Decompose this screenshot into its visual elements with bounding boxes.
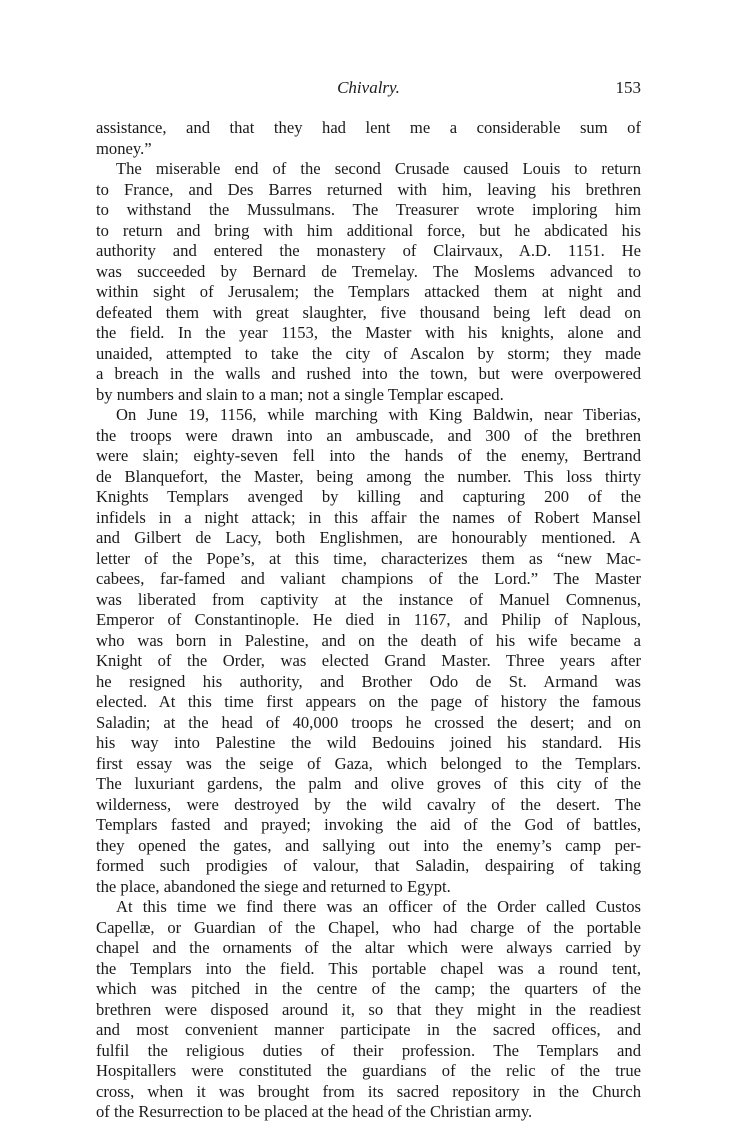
text-line: assistance, and that they had lent me a considerable sum of xyxy=(96,118,641,137)
text-line: who was born in Palestine, and on the death of his wife became a xyxy=(96,630,641,650)
text-line: elected. At this time first appears on the page of history the famous xyxy=(96,692,641,711)
text-line: Templars fasted and prayed; invoking the aid of the God of battles, xyxy=(96,815,641,834)
text-line: Knight of the Order, was elected Grand Master. Three years after xyxy=(96,651,641,670)
text-line: At this time we find there was an officer of the Order called Custos xyxy=(116,897,641,916)
text-line: de Blanquefort, the Master, being among the number. This loss thirty xyxy=(96,466,641,486)
text-line: authority and entered the monastery of Clairvaux, A.D. 1151. He xyxy=(96,241,641,260)
text-line: to return and bring with him additional force, but he abdicated his xyxy=(96,220,641,240)
book-page xyxy=(96,78,641,1123)
text-line: were slain; eighty-seven fell into the hands of the enemy, Bertrand xyxy=(96,446,641,465)
text-line: The luxuriant gardens, the palm and olive groves of this city of the xyxy=(96,774,641,793)
text-line: The miserable end of the second Crusade caused Louis to return xyxy=(116,159,641,178)
text-line: of the Resurrection to be placed at the head of the Christian army. xyxy=(96,1102,533,1121)
text-line: formed such prodigies of valour, that Saladin, despairing of taking xyxy=(96,856,641,875)
text-line: fulfil the religious duties of their profession. The Templars and xyxy=(96,1040,641,1060)
text-line: Knights Templars avenged by killing and capturing 200 of the xyxy=(96,487,641,506)
text-line: he resigned his authority, and Brother Odo de St. Armand was xyxy=(96,671,641,691)
text-line: brethren were disposed around it, so that they might in the readiest xyxy=(96,999,641,1019)
text-line: and most convenient manner participate in the sacred offices, and xyxy=(96,1020,641,1039)
text-line: within sight of Jerusalem; the Templars attacked them at night and xyxy=(96,282,641,301)
text-line: cross, when it was brought from its sacred repository in the Church xyxy=(96,1081,641,1101)
text-line: the Templars into the field. This portable chapel was a round tent, xyxy=(96,958,641,978)
text-line: infidels in a night attack; in this affair the names of Robert Mansel xyxy=(96,507,641,527)
text-line: to withstand the Mussulmans. The Treasurer wrote imploring him xyxy=(96,200,641,219)
text-line: Hospitallers were constituted the guardians of the relic of the true xyxy=(96,1061,641,1080)
text-line: Saladin; at the head of 40,000 troops he crossed the desert; and on xyxy=(96,712,641,732)
text-line: was succeeded by Bernard de Tremelay. The Moslems advanced to xyxy=(96,261,641,281)
text-line: the field. In the year 1153, the Master with his knights, alone and xyxy=(96,323,641,342)
text-line: was liberated from captivity at the instance of Manuel Comnenus, xyxy=(96,589,641,609)
page-number: 153 xyxy=(615,78,641,97)
text-line: Emperor of Constantinople. He died in 1167, and Philip of Naplous, xyxy=(96,610,641,629)
text-line: by numbers and slain to a man; not a single Templar escaped. xyxy=(96,384,504,404)
running-title: Chivalry. xyxy=(337,78,400,97)
page-header xyxy=(96,78,641,102)
text-line: first essay was the seige of Gaza, which belonged to the Templars. xyxy=(96,753,641,773)
text-line: wilderness, were destroyed by the wild cavalry of the desert. The xyxy=(96,794,641,814)
text-line: the troops were drawn into an ambuscade, and 300 of the brethren xyxy=(96,425,641,445)
text-line: chapel and the ornaments of the altar which were always carried by xyxy=(96,938,641,957)
text-line: defeated them with great slaughter, five thousand being left dead on xyxy=(96,302,641,322)
text-line: they opened the gates, and sallying out into the enemy’s camp per- xyxy=(96,835,641,855)
text-line: his way into Palestine the wild Bedouins joined his standard. His xyxy=(96,733,641,752)
text-line: and Gilbert de Lacy, both Englishmen, are honourably mentioned. A xyxy=(96,528,641,547)
text-line: letter of the Pope’s, at this time, characterizes them as “new Mac- xyxy=(96,548,641,568)
text-line: unaided, attempted to take the city of Ascalon by storm; they made xyxy=(96,343,641,363)
text-line: cabees, far-famed and valiant champions of the Lord.” The Master xyxy=(96,569,641,588)
text-line: Capellæ, or Guardian of the Chapel, who had charge of the portable xyxy=(96,917,641,937)
text-line: a breach in the walls and rushed into the town, but were overpowered xyxy=(96,364,641,383)
text-line: which was pitched in the centre of the camp; the quarters of the xyxy=(96,979,641,998)
text-line: the place, abandoned the siege and returned to Egypt. xyxy=(96,876,451,896)
text-line: to France, and Des Barres returned with him, leaving his brethren xyxy=(96,179,641,199)
text-line: On June 19, 1156, while marching with King Baldwin, near Tiberias, xyxy=(116,405,641,424)
body-text xyxy=(96,118,641,1123)
text-line: money.” xyxy=(96,138,152,158)
